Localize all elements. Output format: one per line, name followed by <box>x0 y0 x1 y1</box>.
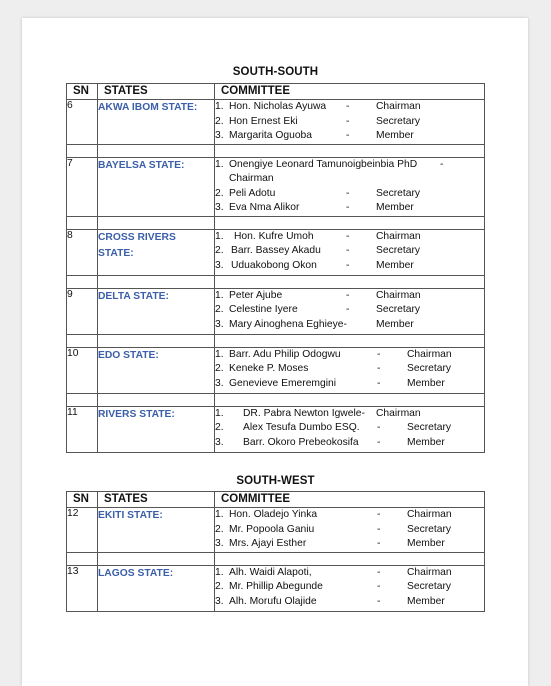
member-item: 1. Onengiye Leonard Tamunoigbeinbia PhD - <box>215 158 484 173</box>
member-name: Mary Ainoghena Eghieye- <box>229 318 347 330</box>
table-row <box>67 347 485 393</box>
member-role: Member <box>376 202 414 213</box>
member-name: Margarita Oguoba <box>229 130 312 141</box>
member-role: Secretary <box>376 304 421 315</box>
member-item: 2. Alex Tesufa Dumbo ESQ. - Secretary <box>215 421 484 436</box>
member-name: Hon Ernest Eki <box>229 115 298 127</box>
member-role: Chairman <box>229 173 274 184</box>
member-item: 3. Uduakobong Okon - Member <box>215 259 484 274</box>
member-role: Member <box>407 538 445 549</box>
member-name: Uduakobong Okon <box>231 259 317 271</box>
table-row <box>67 157 485 216</box>
member-role: Secretary <box>376 115 421 127</box>
member-name: Barr. Adu Philip Odogwu <box>229 348 341 360</box>
member-name: Hon. Nicholas Ayuwa <box>229 101 327 112</box>
table-row <box>67 288 485 334</box>
member-item: 2. Hon Ernest Eki - Secretary <box>215 115 484 130</box>
section-title-south-west: SOUTH-WEST <box>236 475 315 487</box>
row-state: EKITI STATE: <box>98 508 215 553</box>
member-item: 2. Keneke P. Moses - Secretary <box>215 362 484 377</box>
member-role: Chairman <box>376 101 421 112</box>
row-sn: 8 <box>67 229 98 275</box>
table-row <box>67 229 485 275</box>
member-role: Member <box>376 130 414 141</box>
member-name: Alh. Waidi Alapoti, <box>229 566 312 578</box>
row-state: CROSS RIVERS STATE: <box>98 229 215 275</box>
spacer-row <box>67 334 485 347</box>
member-role: Secretary <box>407 581 452 592</box>
member-name: Celestine Iyere <box>229 304 298 315</box>
member-role: Secretary <box>376 245 421 256</box>
header-committee: COMMITTEE <box>215 492 485 508</box>
committee-members <box>215 288 485 334</box>
member-item: 1. Barr. Adu Philip Odogwu - Chairman <box>215 348 484 363</box>
member-item: 3. Mary Ainoghena Eghieye- Member <box>215 318 484 333</box>
member-item-continued <box>215 172 484 187</box>
spacer-row <box>67 275 485 288</box>
member-name: Mr. Popoola Ganiu <box>229 523 315 535</box>
row-sn: 11 <box>67 406 98 452</box>
member-name: Barr. Bassey Akadu <box>231 245 321 256</box>
spacer-row <box>67 393 485 406</box>
row-sn: 13 <box>67 565 98 611</box>
row-sn: 7 <box>67 157 98 216</box>
committee-members <box>215 406 485 452</box>
table-header-row <box>67 492 485 508</box>
member-name: Eva Nma Alikor <box>229 202 300 213</box>
member-item: 1. DR. Pabra Newton Igwele- Chairman <box>215 407 484 422</box>
member-item: 1. Hon. Kufre Umoh - Chairman <box>215 230 484 245</box>
member-item: 3. Alh. Morufu Olajide - Member <box>215 595 484 610</box>
member-role: Chairman <box>376 407 421 419</box>
committee-members <box>215 100 485 145</box>
committee-members <box>215 157 485 216</box>
member-item: 3. Eva Nma Alikor - Member <box>215 201 484 216</box>
south-west-table <box>66 491 485 612</box>
member-role: Member <box>407 436 445 448</box>
spacer-row <box>67 552 485 565</box>
member-name: Keneke P. Moses <box>229 363 309 374</box>
member-item: 3. Genevieve Emeremgini - Member <box>215 377 484 392</box>
member-role: Secretary <box>376 187 421 199</box>
member-item: 2. Mr. Popoola Ganiu - Secretary <box>215 523 484 538</box>
row-state: DELTA STATE: <box>98 288 215 334</box>
table-row <box>67 406 485 452</box>
member-role: Member <box>376 318 414 330</box>
member-item: 2. Barr. Bassey Akadu - Secretary <box>215 244 484 259</box>
header-committee: COMMITTEE <box>215 84 485 100</box>
table-row <box>67 100 485 145</box>
spacer-row <box>67 216 485 229</box>
row-sn: 12 <box>67 508 98 553</box>
header-states: STATES <box>98 492 215 508</box>
member-role: Chairman <box>407 348 452 360</box>
row-sn: 9 <box>67 288 98 334</box>
member-role: Member <box>407 595 445 607</box>
header-sn: SN <box>67 84 98 100</box>
member-role: Member <box>407 377 445 389</box>
spacer-row <box>67 144 485 157</box>
member-name: Hon. Kufre Umoh <box>234 230 314 242</box>
header-sn: SN <box>67 492 98 508</box>
member-item: 1. Peter Ajube - Chairman <box>215 289 484 304</box>
row-state: EDO STATE: <box>98 347 215 393</box>
member-role: Chairman <box>376 230 421 242</box>
member-name: Alex Tesufa Dumbo ESQ. <box>243 422 360 433</box>
member-name: Peter Ajube <box>229 289 283 301</box>
row-state: AKWA IBOM STATE: <box>98 100 215 145</box>
row-state: RIVERS STATE: <box>98 406 215 452</box>
member-role: Member <box>376 259 414 271</box>
table-row <box>67 508 485 553</box>
member-name: Alh. Morufu Olajide <box>229 595 317 607</box>
member-item: 1. Hon. Nicholas Ayuwa - Chairman <box>215 100 484 115</box>
member-name: Peli Adotu <box>229 187 276 199</box>
member-role: Chairman <box>407 509 452 520</box>
table-row <box>67 565 485 611</box>
member-item: 1. Alh. Waidi Alapoti, - Chairman <box>215 566 484 581</box>
committee-members <box>215 565 485 611</box>
committee-members <box>215 347 485 393</box>
member-role: Chairman <box>376 289 421 301</box>
member-item: 2. Mr. Phillip Abegunde - Secretary <box>215 580 484 595</box>
member-item: 3. Mrs. Ajayi Esther - Member <box>215 537 484 552</box>
row-sn: 10 <box>67 347 98 393</box>
member-item: 2. Celestine Iyere - Secretary <box>215 303 484 318</box>
member-item: 1. Hon. Oladejo Yinka - Chairman <box>215 508 484 523</box>
member-name: Hon. Oladejo Yinka <box>229 509 318 520</box>
member-role: Secretary <box>407 523 452 535</box>
member-name: Mrs. Ajayi Esther <box>229 538 307 549</box>
member-item: 3. Margarita Oguoba - Member <box>215 129 484 144</box>
section-title-south-south: SOUTH-SOUTH <box>232 66 319 78</box>
row-state: BAYELSA STATE: <box>98 157 215 216</box>
row-state: LAGOS STATE: <box>98 565 215 611</box>
member-role: Chairman <box>407 566 452 578</box>
committee-members <box>215 508 485 553</box>
member-name: Barr. Okoro Prebeokosifa <box>243 436 359 448</box>
header-states: STATES <box>98 84 215 100</box>
member-name: Genevieve Emeremgini <box>229 377 337 389</box>
member-item: 2. Peli Adotu - Secretary <box>215 187 484 202</box>
member-name: DR. Pabra Newton Igwele- <box>243 407 365 419</box>
row-sn: 6 <box>67 100 98 145</box>
member-name: Mr. Phillip Abegunde <box>229 581 323 592</box>
committee-members <box>215 229 485 275</box>
member-name: Onengiye Leonard Tamunoigbeinbia PhD <box>229 158 418 170</box>
table-header-row <box>67 84 485 100</box>
member-role: Secretary <box>407 363 452 374</box>
member-item: 3. Barr. Okoro Prebeokosifa - Member <box>215 436 484 451</box>
south-south-table <box>66 83 485 453</box>
member-role: Secretary <box>407 422 452 433</box>
